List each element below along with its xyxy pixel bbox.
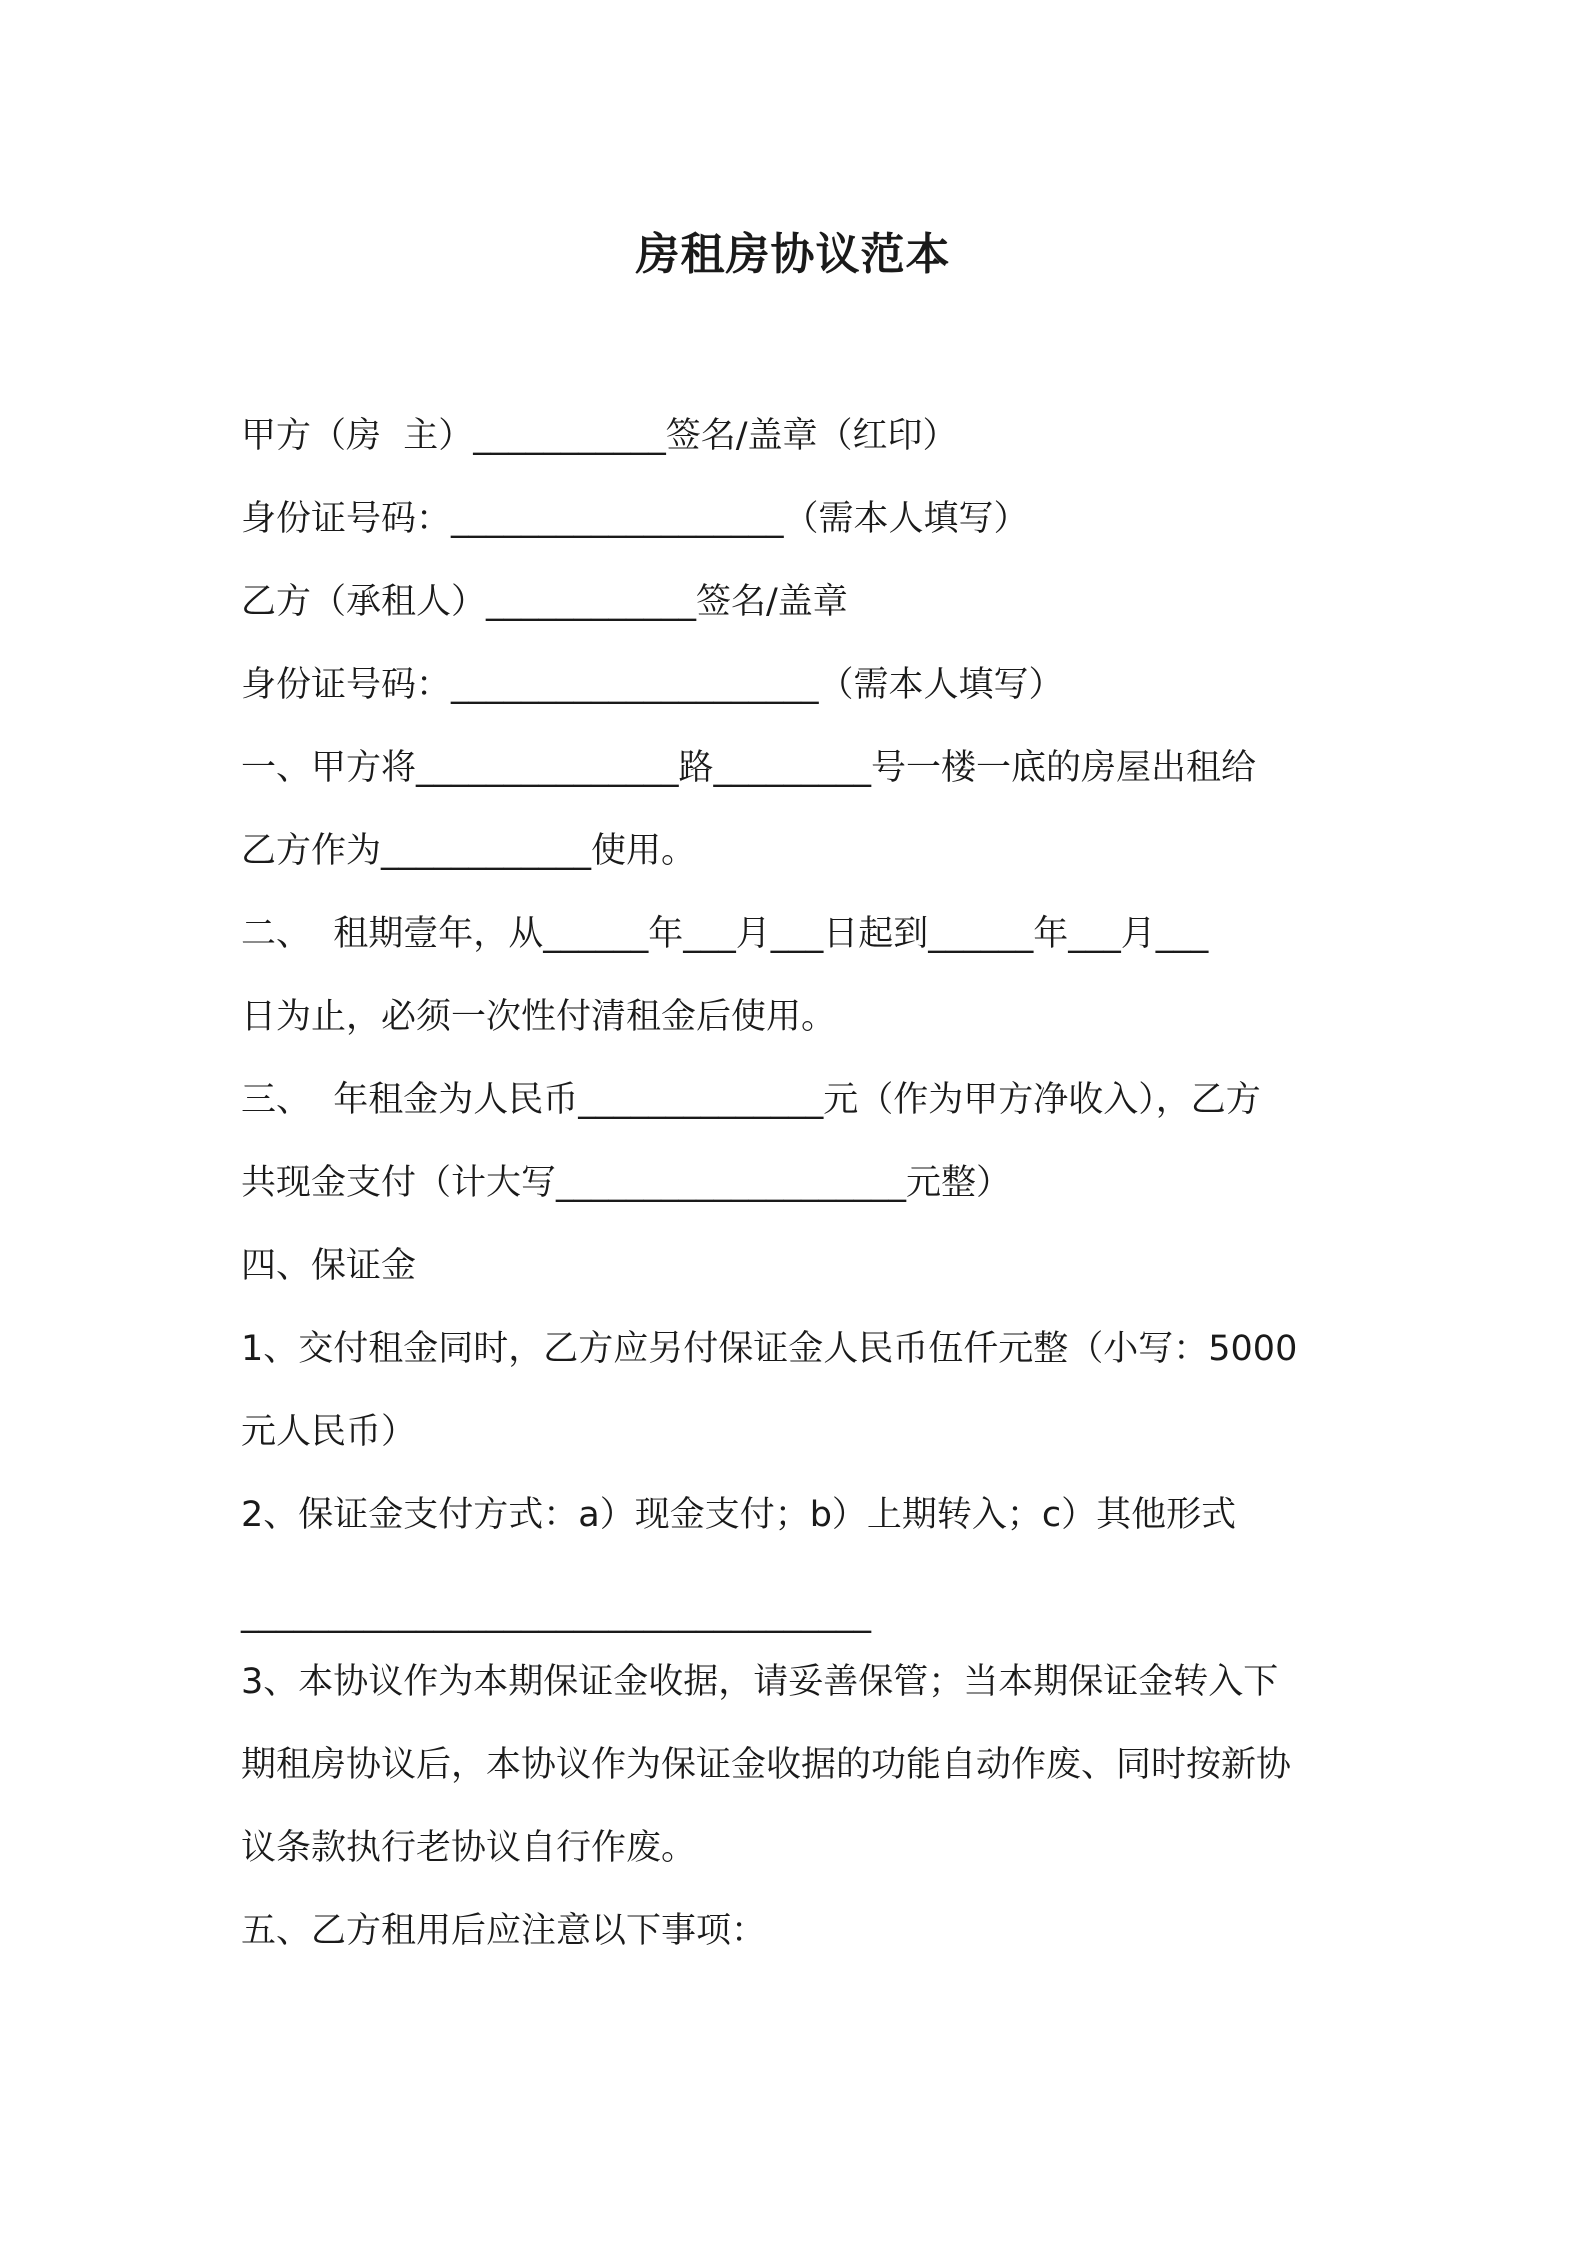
clause-4-item-3-line-2: 期租房协议后，本协议作为保证金收据的功能自动作废、同时按新协 <box>241 1745 1292 1785</box>
clause-4-item-3-line-3: 议条款执行老协议自行作废。 <box>241 1828 697 1868</box>
clause-2-line-1: 二、 租期壹年，从______年___月___日起到______年___月___ <box>241 914 1209 954</box>
clause-1-line-2: 乙方作为____________使用。 <box>241 831 697 871</box>
party-a-landlord-line: 甲方（房 主）___________签名/盖章（红印） <box>241 416 958 456</box>
clause-4-heading: 四、保证金 <box>241 1246 417 1286</box>
document-title: 房租房协议范本 <box>635 229 951 280</box>
clause-3-line-2: 共现金支付（计大写____________________元整） <box>241 1163 1012 1203</box>
clause-4-item-2-line: 2、保证金支付方式：a）现金支付；b）上期转入；c）其他形式 <box>241 1495 1237 1535</box>
clause-1-line-1: 一、甲方将_______________路_________号一楼一底的房屋出租给 <box>241 748 1257 788</box>
party-b-tenant-line: 乙方（承租人）____________签名/盖章 <box>241 582 848 622</box>
clause-5-heading: 五、乙方租用后应注意以下事项： <box>241 1911 767 1951</box>
clause-3-line-1: 三、 年租金为人民币______________元（作为甲方净收入），乙方 <box>241 1080 1261 1120</box>
clause-4-item-1-line-2: 元人民币） <box>241 1412 417 1452</box>
clause-4-item-1-line-1: 1、交付租金同时，乙方应另付保证金人民币伍仟元整（小写：5000 <box>241 1329 1298 1369</box>
clause-4-item-2-blank: ____________________________________ <box>241 1594 871 1634</box>
party-a-id-line: 身份证号码：___________________（需本人填写） <box>241 499 1029 539</box>
party-b-id-line: 身份证号码：_____________________（需本人填写） <box>241 665 1064 705</box>
clause-2-line-2: 日为止，必须一次性付清租金后使用。 <box>241 997 837 1037</box>
clause-4-item-3-line-1: 3、本协议作为本期保证金收据，请妥善保管；当本期保证金转入下 <box>241 1662 1279 1702</box>
